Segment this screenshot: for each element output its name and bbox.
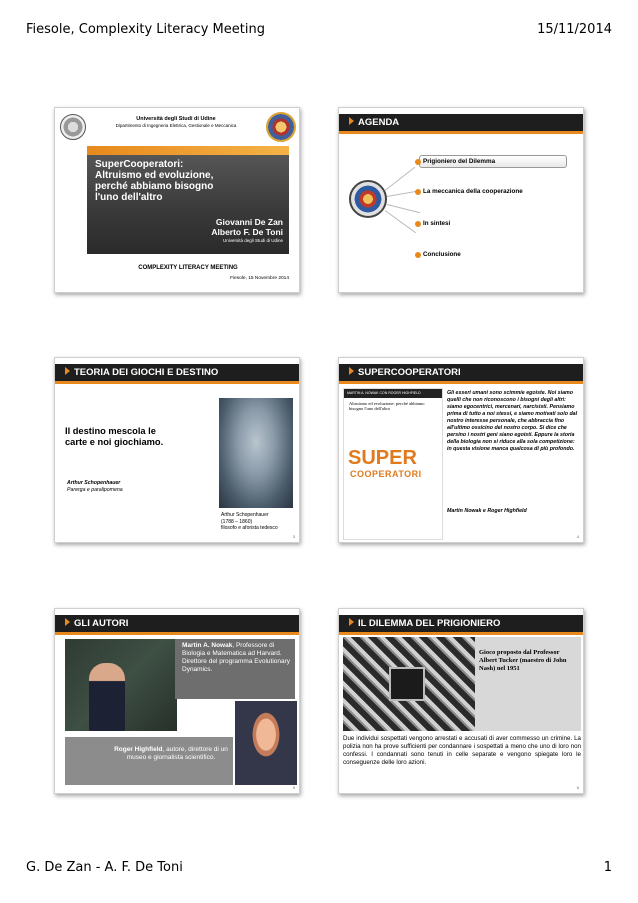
slide-title-bar	[55, 615, 299, 632]
university-seal-icon	[60, 114, 86, 140]
quote-source: Parerga e paralipomena	[67, 487, 123, 493]
game-origin: Gioco proposto dal Professor Albert Tucker (maestro di John Nash) nel 1951	[479, 649, 567, 672]
slide-number: 6	[576, 785, 579, 790]
page-footer	[26, 860, 612, 880]
slide-title-bar	[55, 364, 299, 381]
slide-heading: SUPERCOOPERATORI	[358, 367, 461, 378]
agenda-item: Prigioniero del Dilemma	[423, 158, 496, 165]
slide-heading: IL DILEMMA DEL PRIGIONIERO	[358, 618, 501, 629]
agenda-dot	[415, 252, 421, 258]
caption-line: Arthur Schopenhauer	[221, 512, 269, 518]
book-title-word: SUPER	[348, 447, 417, 469]
book-cover	[343, 388, 443, 540]
accent-underline	[339, 632, 583, 635]
highfield-photo	[235, 701, 297, 785]
authors-affiliation: Università degli Studi di Udine	[222, 238, 283, 243]
nowak-bio	[182, 642, 294, 674]
author-desc: , autore, direttore di un museo e giornalista scientifico.	[126, 746, 228, 761]
title-line: l'uno dell'altro	[95, 192, 163, 203]
page-header	[26, 22, 612, 42]
accent-underline	[339, 131, 583, 134]
slide-title	[54, 107, 300, 293]
bullet-arrow-icon	[65, 367, 70, 375]
header-date: 15/11/2014	[537, 22, 612, 37]
caption-line: filosofo e aforista tedesco	[221, 525, 278, 531]
slide-number: 5	[292, 785, 295, 790]
author-name: Alberto F. De Toni	[211, 226, 283, 237]
nowak-figure	[89, 663, 125, 731]
slide-title-bar	[339, 364, 583, 381]
title-line: Altruismo ed evoluzione,	[95, 170, 214, 181]
slide-prisoners-dilemma	[338, 608, 584, 794]
page-number: 1	[603, 860, 612, 875]
caption-line: (1788 – 1860)	[221, 518, 253, 525]
accent-underline	[55, 381, 299, 384]
slide-number: 4	[576, 534, 579, 539]
slide-heading: GLI AUTORI	[74, 618, 129, 629]
agenda-item: La meccanica della cooperazione	[423, 188, 523, 195]
photo-caption	[221, 512, 278, 532]
connector-line	[385, 167, 416, 191]
footer-authors: G. De Zan - A. F. De Toni	[26, 860, 183, 875]
slide-game-theory	[54, 357, 300, 543]
title-line: perché abbiamo bisogno	[95, 181, 214, 192]
accent-underline	[339, 381, 583, 384]
quote-line: Il destino mescola le	[65, 426, 156, 436]
quote	[65, 426, 205, 448]
slide-title-bar	[339, 615, 583, 632]
meeting-logo-icon	[266, 112, 296, 142]
slide-authors	[54, 608, 300, 794]
book-subtitle: Altruismo ed evoluzione: perché abbiamo bisogno l'uno dell'altro	[349, 401, 425, 411]
bullet-arrow-icon	[349, 117, 354, 125]
presentation-title	[95, 159, 280, 203]
agenda-item: Conclusione	[423, 251, 461, 258]
header-title: Fiesole, Complexity Literacy Meeting	[26, 22, 265, 37]
book-author-line: MARTIN A. NOWAK CON ROGER HIGHFIELD	[344, 389, 442, 398]
slide-number: 3	[292, 534, 295, 539]
slide-title-bar	[339, 114, 583, 131]
slide-heading: TEORIA DEI GIOCHI E DESTINO	[74, 367, 219, 378]
connector-line	[387, 204, 420, 213]
slide-agenda	[338, 107, 584, 293]
author-name: Giovanni De Zan	[215, 217, 283, 227]
quote-author: Arthur Schopenhauer	[67, 480, 121, 486]
meeting-date: Fiesole, 15 Novembre 2014	[230, 276, 289, 281]
meeting-name: COMPLEXITY LITERACY MEETING	[138, 265, 238, 271]
excerpt-signature: Martin Nowak e Roger Highfield	[447, 508, 527, 514]
bullet-arrow-icon	[349, 367, 354, 375]
quote-line: carte e noi giochiamo.	[65, 437, 164, 447]
portrait-photo	[219, 398, 293, 508]
accent-underline	[55, 632, 299, 635]
author-name: Roger Highfield	[114, 746, 163, 753]
slide-supercooperators	[338, 357, 584, 543]
book-excerpt: Gli esseri umani sono scimmie egoiste. Noi siamo quelli che non riconoscono i bisogni degli altri: siamo egocentrici, mercenari, narcisisti. Pensiamo prima di tutto a noi stessi, e siamo motivati solo dal nostro interesse personale, che abbraccia fino all'ultimo ossicino del nostro corpo. Si dice che persino i nostri geni siano egoisti. Eppure la storia della biologia non si riduce alla sola competizione: in questa visione manca qualcosa di più profondo.	[447, 390, 578, 452]
agenda-dot	[415, 189, 421, 195]
prison-cell	[389, 667, 425, 701]
department-name: Dipartimento di Ingegneria Elettrica, Gestionale e Meccanica	[115, 123, 237, 128]
authors	[175, 218, 283, 237]
author-name: Martin A. Nowak	[182, 642, 233, 649]
agenda-dot	[415, 221, 421, 227]
slide-heading: AGENDA	[358, 117, 400, 128]
agenda-item: In sintesi	[423, 220, 451, 227]
agenda-emblem-icon	[349, 180, 387, 218]
agenda-dot	[415, 159, 421, 165]
bullet-arrow-icon	[65, 618, 70, 626]
banner-ribbon	[87, 146, 289, 155]
connector-line	[385, 210, 416, 233]
university-name: Università degli Studi di Udine	[136, 116, 216, 122]
highfield-bio	[111, 746, 231, 762]
dilemma-description: Due individui sospettati vengono arrestati e accusati di aver commesso un crimine. La polizia non ha prove sufficienti per condannare i sospettati a meno che uno di loro non confessi. I condannati sono tenuti in celle separate e vengono spiegate loro le conseguenze delle loro azioni.	[343, 735, 581, 766]
title-line: SuperCooperatori:	[95, 159, 184, 170]
bullet-arrow-icon	[349, 618, 354, 626]
book-title-word: COOPERATORI	[350, 469, 422, 479]
author-desc: , Professore di Biologia e Matematica ad Harvard. Direttore del programma Evolutionary Dynamics.	[182, 642, 291, 673]
